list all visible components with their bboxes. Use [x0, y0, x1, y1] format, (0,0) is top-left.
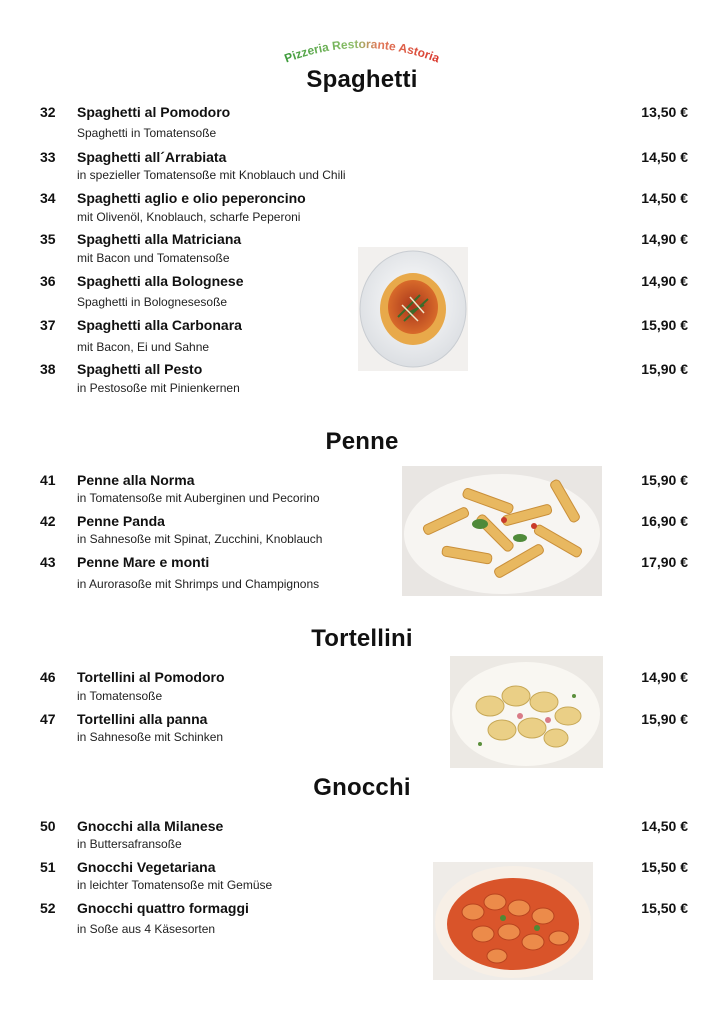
section-title-penne: Penne — [325, 428, 399, 455]
item-description: Spaghetti in Tomatensoße — [77, 126, 217, 140]
item-description: in Tomatensoße mit Auberginen und Pecorino — [77, 491, 320, 505]
item-description: mit Bacon und Tomatensoße — [77, 251, 230, 265]
svg-text:Pizzeria Restorante Astoria — [282, 37, 441, 66]
item-number: 35 — [40, 231, 56, 247]
item-description: in Pestosoße mit Pinienkernen — [77, 381, 240, 395]
item-description: in Sahnesoße mit Schinken — [77, 730, 224, 744]
item-name: Spaghetti al Pomodoro — [77, 104, 231, 120]
item-description: Spaghetti in Bolognesesoße — [77, 295, 228, 309]
item-price: 14,90 € — [641, 231, 688, 247]
item-number: 51 — [40, 859, 56, 875]
item-price: 16,90 € — [641, 513, 688, 529]
item-description: in Tomatensoße — [77, 689, 163, 703]
item-name: Tortellini al Pomodoro — [77, 669, 225, 685]
item-number: 46 — [40, 669, 56, 685]
restaurant-logo — [282, 28, 442, 68]
item-number: 37 — [40, 317, 56, 333]
item-price: 15,90 € — [641, 472, 688, 488]
item-number: 33 — [40, 149, 56, 165]
item-number: 34 — [40, 190, 56, 206]
item-name: Tortellini alla panna — [77, 711, 208, 727]
spaghetti-bolognese-photo — [358, 247, 468, 371]
section-title-tortellini: Tortellini — [311, 625, 413, 652]
item-name: Gnocchi alla Milanese — [77, 818, 224, 834]
item-number: 43 — [40, 554, 56, 570]
item-description: in spezieller Tomatensoße mit Knoblauch und Chili — [77, 168, 346, 182]
section-title-spaghetti: Spaghetti — [306, 66, 418, 93]
item-price: 15,90 € — [641, 317, 688, 333]
item-description: in Buttersafransoße — [77, 837, 182, 851]
item-description: mit Bacon, Ei und Sahne — [77, 340, 210, 354]
item-price: 14,50 € — [641, 149, 688, 165]
tortellini-photo — [450, 656, 603, 768]
item-description: in Aurorasoße mit Shrimps und Champignons — [77, 577, 320, 591]
item-number: 50 — [40, 818, 56, 834]
item-name: Gnocchi quattro formaggi — [77, 900, 249, 916]
item-number: 38 — [40, 361, 56, 377]
item-price: 17,90 € — [641, 554, 688, 570]
item-name: Spaghetti alla Matriciana — [77, 231, 242, 247]
item-description: in Sahnesoße mit Spinat, Zucchini, Knoblauch — [77, 532, 323, 546]
item-price: 13,50 € — [641, 104, 688, 120]
item-number: 52 — [40, 900, 56, 916]
item-name: Gnocchi Vegetariana — [77, 859, 216, 875]
gnocchi-photo — [433, 862, 593, 980]
item-number: 41 — [40, 472, 56, 488]
item-description: mit Olivenöl, Knoblauch, scharfe Peperoni — [77, 210, 301, 224]
item-name: Spaghetti aglio e olio peperoncino — [77, 190, 306, 206]
item-description: in leichter Tomatensoße mit Gemüse — [77, 878, 273, 892]
item-description: in Soße aus 4 Käsesorten — [77, 922, 216, 936]
penne-photo — [402, 466, 602, 596]
item-price: 15,50 € — [641, 900, 688, 916]
item-name: Spaghetti all Pesto — [77, 361, 203, 377]
logo-text: Pizzeria Restorante Astoria — [282, 36, 442, 66]
section-title-gnocchi: Gnocchi — [313, 774, 411, 801]
item-name: Spaghetti alla Carbonara — [77, 317, 242, 333]
item-name: Spaghetti all´Arrabiata — [77, 149, 227, 165]
item-name: Penne Mare e monti — [77, 554, 210, 570]
item-number: 32 — [40, 104, 56, 120]
item-price: 15,90 € — [641, 361, 688, 377]
item-price: 15,90 € — [641, 711, 688, 727]
item-price: 14,50 € — [641, 818, 688, 834]
item-number: 36 — [40, 273, 56, 289]
item-name: Penne Panda — [77, 513, 165, 529]
item-price: 14,90 € — [641, 669, 688, 685]
item-price: 14,50 € — [641, 190, 688, 206]
item-price: 14,90 € — [641, 273, 688, 289]
item-name: Spaghetti alla Bolognese — [77, 273, 244, 289]
item-name: Penne alla Norma — [77, 472, 195, 488]
item-number: 42 — [40, 513, 56, 529]
item-number: 47 — [40, 711, 56, 727]
item-price: 15,50 € — [641, 859, 688, 875]
